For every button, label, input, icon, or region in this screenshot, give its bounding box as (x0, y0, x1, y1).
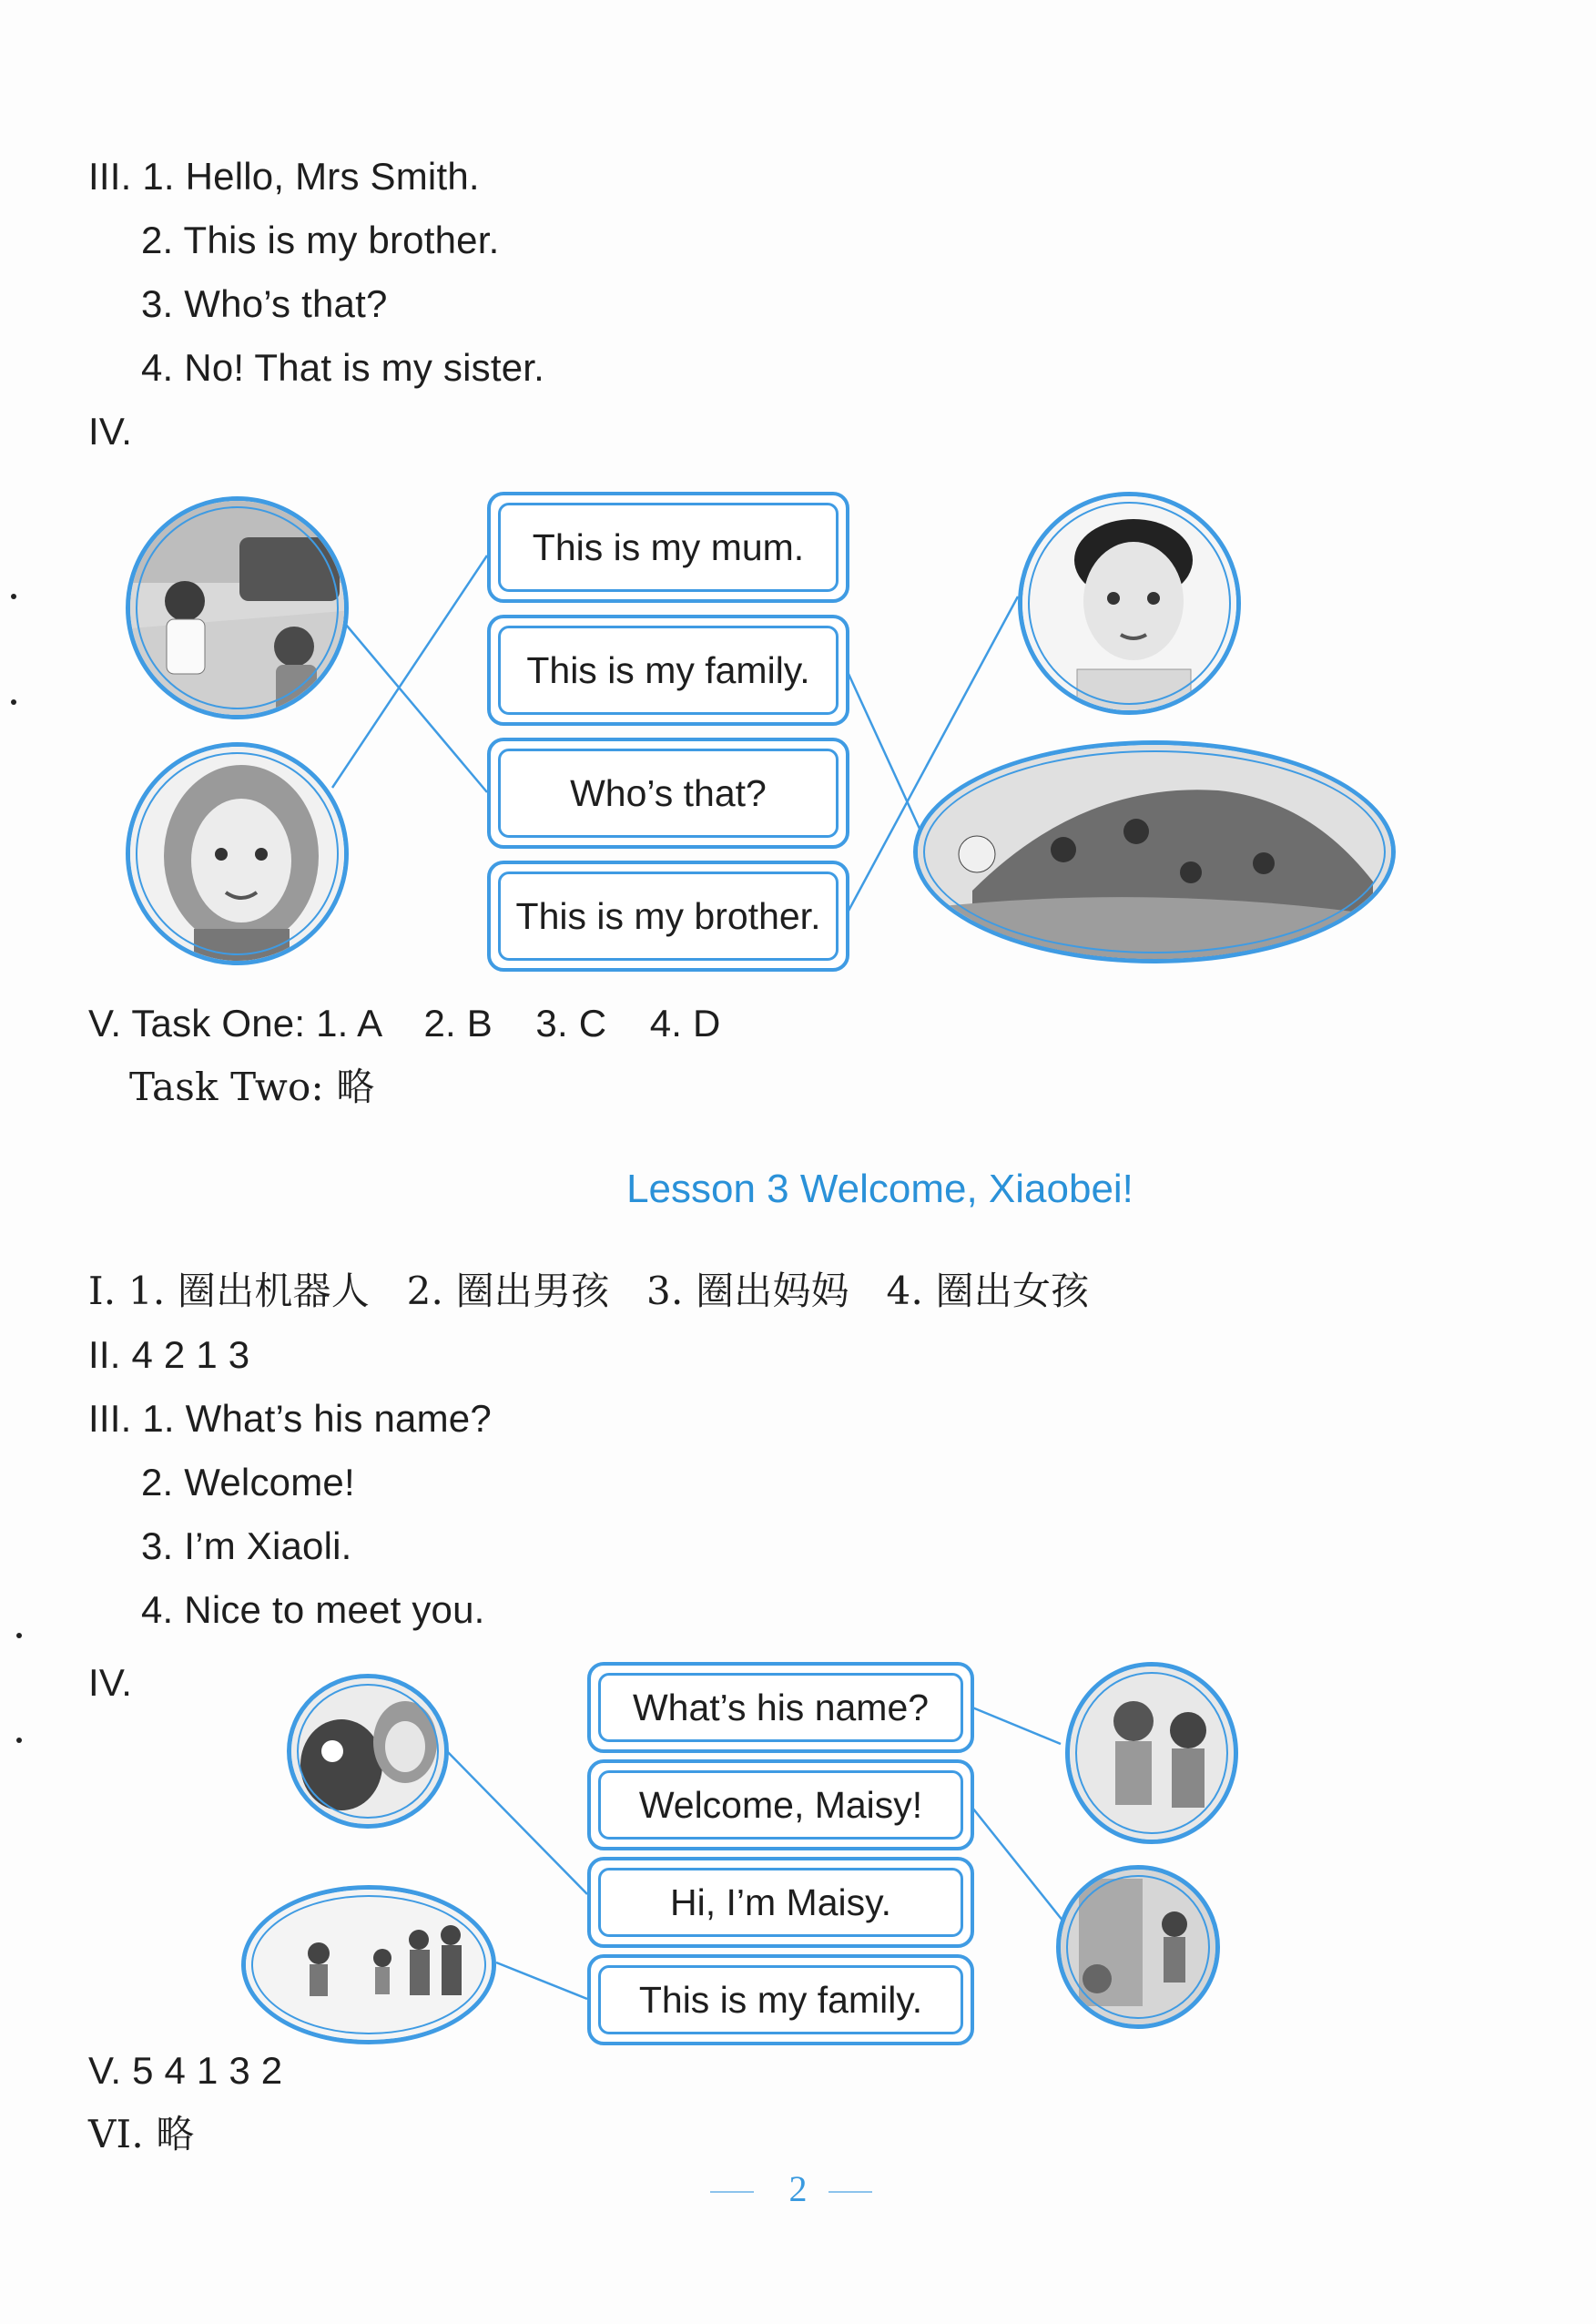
box-welcome-maisy: Welcome, Maisy! (587, 1759, 974, 1850)
picture-boy-portrait (1018, 492, 1241, 715)
lesson-title: Lesson 3 Welcome, Xiaobei! (626, 1167, 1133, 1211)
picture-family-planting-trees (913, 740, 1396, 963)
margin-dot (11, 594, 16, 599)
robot-girl-illustration (291, 1678, 449, 1829)
margin-dot (11, 699, 16, 705)
iii-answer-4: 4. No! That is my sister. (141, 346, 545, 389)
iii-b-answer-2: 2. Welcome! (141, 1461, 355, 1503)
iii-answer-3: 3. Who’s that? (141, 282, 388, 325)
family-walking-illustration (246, 1890, 496, 2044)
two-boys-illustration (130, 501, 349, 719)
iii-b-answer-3: 3. I’m Xiaoli. (141, 1524, 352, 1567)
margin-dot (16, 1633, 22, 1638)
woman-illustration (130, 747, 349, 965)
page-number-rule-right (828, 2191, 872, 2193)
iii-answer-2: 2. This is my brother. (141, 219, 500, 261)
iii-answer-1: III. 1. Hello, Mrs Smith. (88, 155, 480, 198)
picture-children-at-door (1056, 1865, 1220, 2029)
iv-label: IV. (88, 410, 133, 453)
page-number: 2 (788, 2168, 808, 2209)
boy-illustration (1022, 496, 1241, 715)
box-this-is-my-family-b: This is my family. (587, 1954, 974, 2045)
match-line-b4 (972, 1808, 1074, 1935)
picture-two-boys-in-room (126, 496, 349, 719)
family-planting-illustration (918, 745, 1396, 963)
children-door-illustration (1061, 1870, 1220, 2029)
match-line-b3 (972, 1707, 1061, 1744)
iii-b-answer-1: III. 1. What’s his name? (88, 1397, 492, 1440)
match-line-a3 (849, 674, 920, 829)
box-this-is-my-mum: This is my mum. (487, 492, 849, 603)
match-line-a2 (332, 556, 487, 788)
picture-family-walking (241, 1885, 496, 2044)
box-this-is-my-brother: This is my brother. (487, 861, 849, 972)
iv-b-label: IV. (88, 1661, 133, 1704)
box-whats-his-name: What’s his name? (587, 1662, 974, 1753)
two-girls-illustration (1070, 1667, 1238, 1844)
v-task-two: Task Two: 略 (129, 1065, 375, 1109)
picture-two-girls (1065, 1662, 1238, 1844)
match-line-b1 (444, 1748, 587, 1894)
iii-b-answer-4: 4. Nice to meet you. (141, 1588, 485, 1631)
v-b-answers: V. 5 4 1 3 2 (88, 2049, 283, 2092)
match-line-b2 (496, 1962, 587, 1999)
picture-robot-and-girl (287, 1674, 449, 1829)
v-task-one: V. Task One: 1. A 2. B 3. C 4. D (88, 1002, 721, 1045)
i-answers: I. 1. 圈出机器人 2. 圈出男孩 3. 圈出妈妈 4. 圈出女孩 (88, 1269, 1090, 1313)
box-hi-im-maisy: Hi, I’m Maisy. (587, 1857, 974, 1948)
box-whos-that: Who’s that? (487, 738, 849, 849)
match-line-a1 (341, 619, 487, 792)
box-this-is-my-family: This is my family. (487, 615, 849, 726)
ii-answers: II. 4 2 1 3 (88, 1333, 250, 1376)
picture-smiling-woman (126, 742, 349, 965)
vi-b-answers: VI. 略 (88, 2112, 195, 2156)
margin-dot (16, 1738, 22, 1743)
